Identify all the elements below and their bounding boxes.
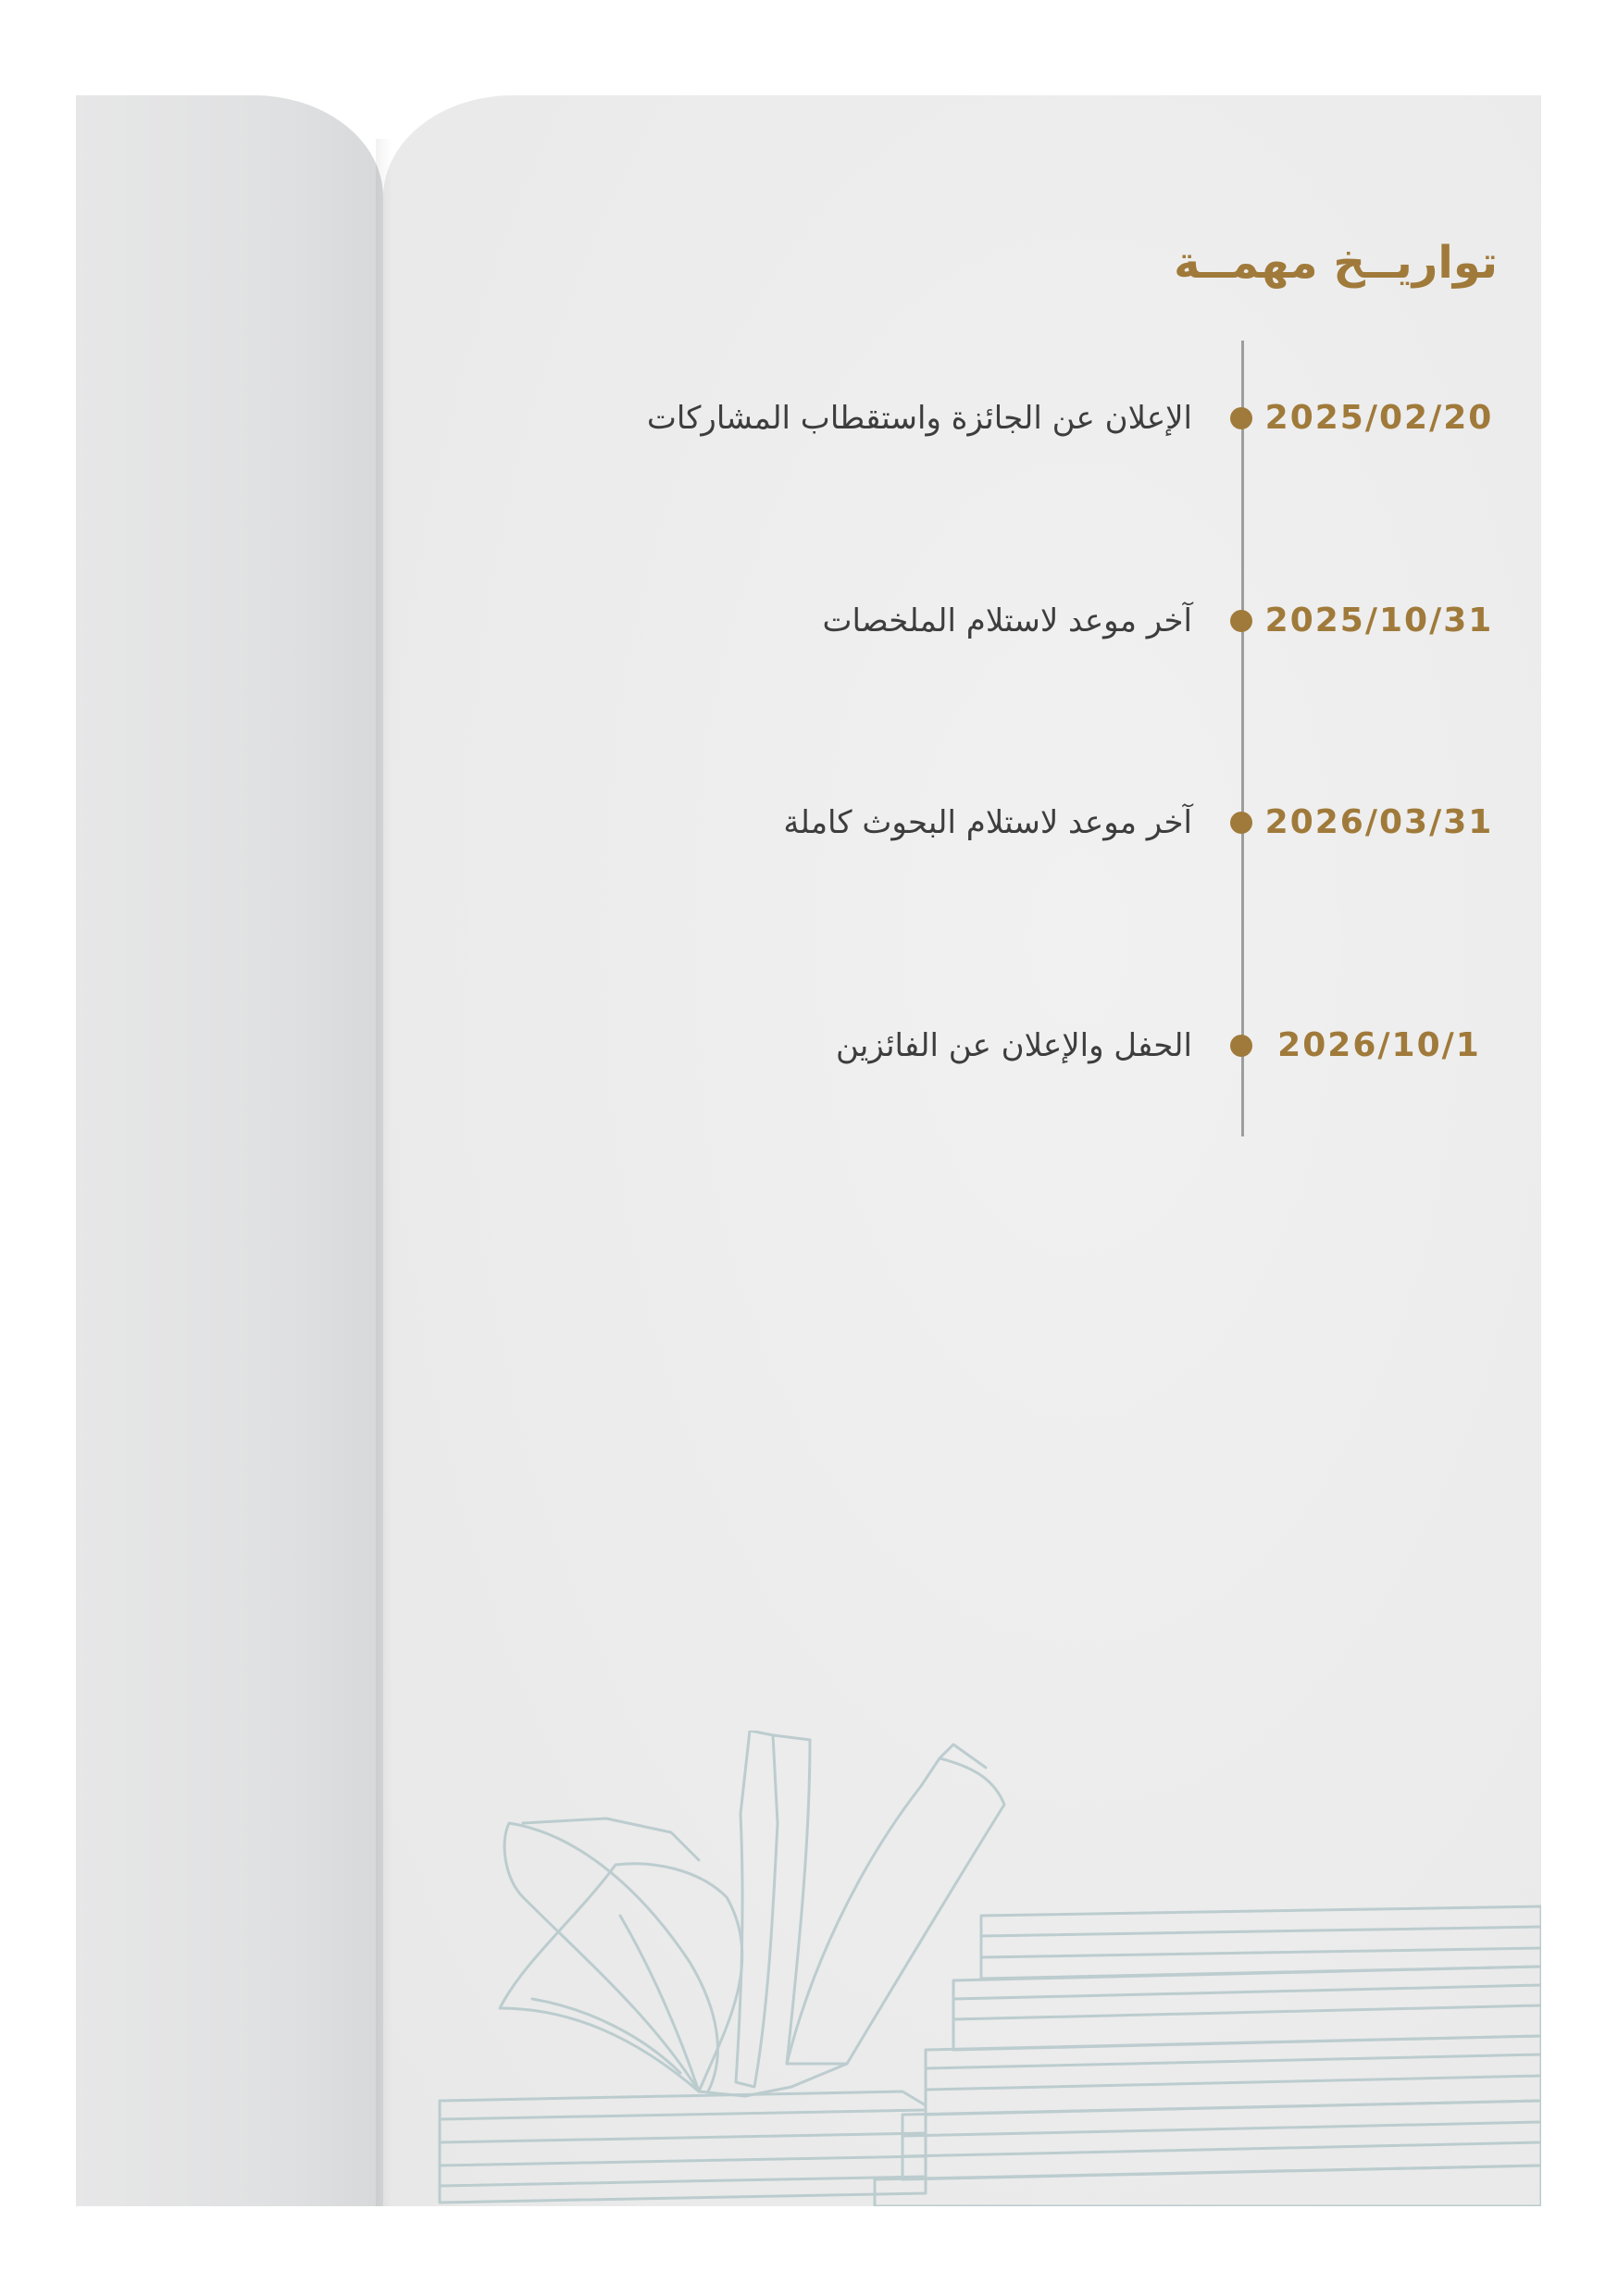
event-date: 2026/10/1	[1277, 1026, 1481, 1064]
timeline-event	[0, 786, 1618, 860]
timeline-dot	[1230, 610, 1252, 632]
event-date: 2025/02/20	[1264, 399, 1494, 437]
event-label: آخر موعد لاستلام الملخصات	[822, 602, 1192, 639]
timeline-dot	[1230, 1035, 1252, 1057]
stacked-books-illustration	[421, 1731, 1541, 2206]
timeline-dot	[1230, 812, 1252, 834]
event-date: 2026/03/31	[1264, 803, 1494, 841]
event-label: آخر موعد لاستلام البحوث كاملة	[783, 804, 1192, 841]
event-label: الحفل والإعلان عن الفائزين	[835, 1027, 1192, 1064]
timeline-dot	[1230, 407, 1252, 429]
page-title: تواريــخ مهمــة	[1174, 237, 1498, 289]
event-label: الإعلان عن الجائزة واستقطاب المشاركات	[646, 400, 1192, 437]
timeline-event	[0, 584, 1618, 658]
timeline-event	[0, 1009, 1618, 1083]
timeline-event	[0, 381, 1618, 455]
event-date: 2025/10/31	[1264, 602, 1494, 639]
